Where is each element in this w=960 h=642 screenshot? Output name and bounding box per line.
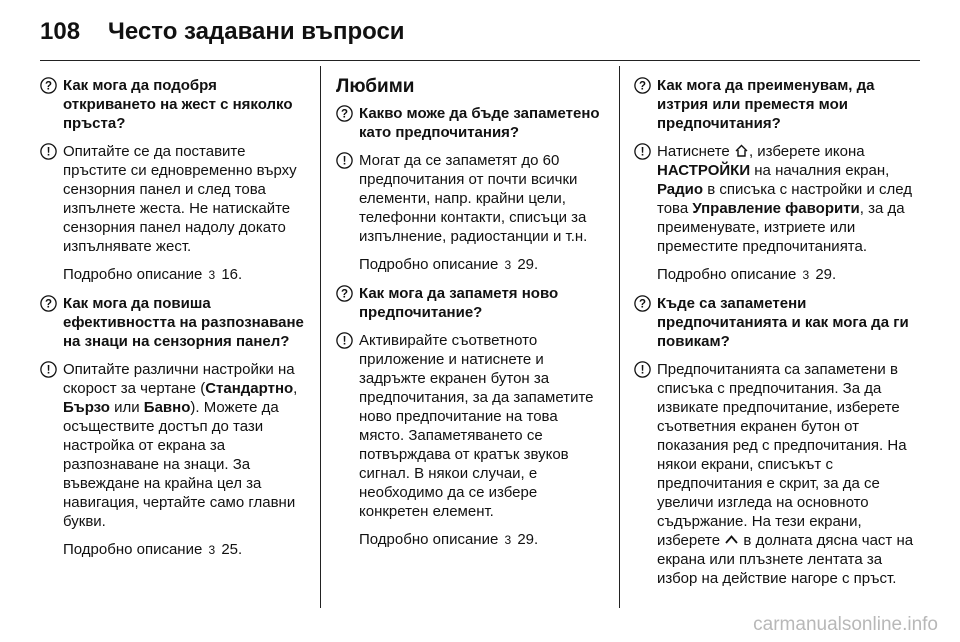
reference-arrow-icon: 3 [802,268,810,282]
answer-part: или [109,399,144,416]
svg-text:?: ? [638,80,647,93]
reference [657,265,914,285]
question [634,294,914,351]
reference [359,255,606,275]
reference-arrow-icon: 3 [504,258,512,272]
exclamation-icon [336,332,353,349]
answer-part: Опитайте различни настройки на скорост за чертане ( [63,361,295,397]
settings-label: НАСТРОЙКИ [657,162,751,179]
question-text: Как мога да подобря откриването на жест с няколко пръста? [63,77,293,132]
option-standard: Стандартно [205,380,294,397]
exclamation-icon [40,361,57,378]
answer [40,142,305,256]
reference-page: 29. [517,256,539,273]
answer-text [657,142,914,256]
column-divider-2 [619,66,620,608]
question-text: Как мога да преименувам, да изтрия или преместя мои предпочитания? [657,77,875,132]
svg-text:!: ! [640,364,645,377]
question-mark-icon [634,77,651,94]
question [40,294,305,351]
page-number: 108 [40,18,81,45]
home-icon [734,143,749,158]
header-divider [40,60,920,61]
answer [634,142,914,256]
svg-text:!: ! [46,364,51,377]
answer-part: , за да преименувате, изтриете или преместите предпочитанията. [657,200,905,255]
svg-text:?: ? [340,288,349,301]
answer-text [657,360,914,588]
exclamation-icon [40,143,57,160]
page-header [40,14,405,50]
question-mark-icon [40,295,57,312]
answer-text: Активирайте съответното приложение и натиснете и задръжте екранен бутон за предпочитания, за да запаметите ново предпочитание на това място. Запаметяването се потвърждава от кратък звуков сигнал. В някои случаи, е необходимо да се избере конкретен елемент. [359,332,594,520]
option-fast: Бързо [63,399,110,416]
svg-text:?: ? [44,80,53,93]
question-text: Как мога да запаметя ново предпочитание? [359,285,559,321]
manage-favorites-label: Управление фаворити [692,200,860,217]
svg-text:?: ? [340,108,349,121]
question [634,76,914,133]
answer-part: в долната дясна част на екрана или плъзнете лентата за избор на действие нагоре с пръст. [657,532,914,587]
svg-text:?: ? [44,298,53,311]
question-mark-icon [634,295,651,312]
answer-part: в списъка с настройки и след това [657,181,913,217]
svg-text:!: ! [342,335,347,348]
question-text: Какво може да бъде запаметено като предпочитания? [359,105,600,141]
reference-arrow-icon: 3 [504,533,512,547]
reference-label: Подробно описание [63,541,203,558]
reference-page: 16. [221,266,243,283]
question-mark-icon [336,285,353,302]
column-3 [634,76,914,597]
question [40,76,305,133]
exclamation-icon [634,143,651,160]
reference [359,530,606,550]
question-text: Как мога да повиша ефективността на разпознаване на знаци на сензорния панел? [63,295,304,350]
question-mark-icon [336,105,353,122]
answer [40,360,305,531]
reference-arrow-icon: 3 [208,543,216,557]
svg-text:?: ? [638,298,647,311]
question-text: Къде са запаметени предпочитанията и как мога да ги повикам? [657,295,909,350]
reference-label: Подробно описание [657,266,797,283]
answer-part: , [293,380,298,397]
reference [63,265,305,285]
reference-page: 25. [221,541,243,558]
reference-label: Подробно описание [359,531,499,548]
question-mark-icon [40,77,57,94]
column-divider-1 [320,66,321,608]
answer-text [63,360,305,531]
section-title: Любими [336,76,415,97]
column-1 [40,76,305,569]
answer-part: , изберете икона [748,143,865,160]
page-title: Често задавани въпроси [108,18,405,45]
reference-page: 29. [815,266,837,283]
chevron-up-icon [724,532,739,547]
answer-text: Опитайте се да поставите пръстите си едновременно върху сензорния панел и след това изпълнете жеста. Не натискайте сензорния панел надолу докато изпълнявате жест. [63,143,297,255]
answer [634,360,914,588]
radio-label: Радио [657,181,704,198]
answer-text: Могат да се запаметят до 60 предпочитания от почти всички елементи, напр. крайни цели, телефонни контакти, списъци за изпълнение, радиостанции и т.н. [359,152,588,245]
option-slow: Бавно [143,399,191,416]
svg-text:!: ! [342,155,347,168]
answer-part: ). Можете да осъществите достъп до тази настройка от екрана за разпознаване на знаци. За въвеждане на крайна цел за навигация, чертайте само главни букви. [63,399,296,530]
column-2 [336,76,606,559]
answer [336,151,606,246]
question [336,104,606,142]
exclamation-icon [336,152,353,169]
svg-text:!: ! [640,146,645,159]
reference-label: Подробно описание [359,256,499,273]
answer [336,331,606,521]
reference-label: Подробно описание [63,266,203,283]
svg-text:!: ! [46,146,51,159]
exclamation-icon [634,361,651,378]
answer-part: на началния екран, [750,162,890,179]
watermark: carmanualsonline.info [753,614,938,635]
answer-part: Предпочитанията са запаметени в списъка с предпочитания. За да извикате предпочитание, изберете съответния екранен бутон от показания ред с предпочитания. На някои екрани, списъкът с предпочитания е скрит, за да се увеличи изгледа на основното съдържание. На тези екрани, изберете [657,361,907,549]
reference-page: 29. [517,531,539,548]
question [336,284,606,322]
answer-part: Натиснете [657,143,734,160]
reference [63,540,305,560]
reference-arrow-icon: 3 [208,268,216,282]
